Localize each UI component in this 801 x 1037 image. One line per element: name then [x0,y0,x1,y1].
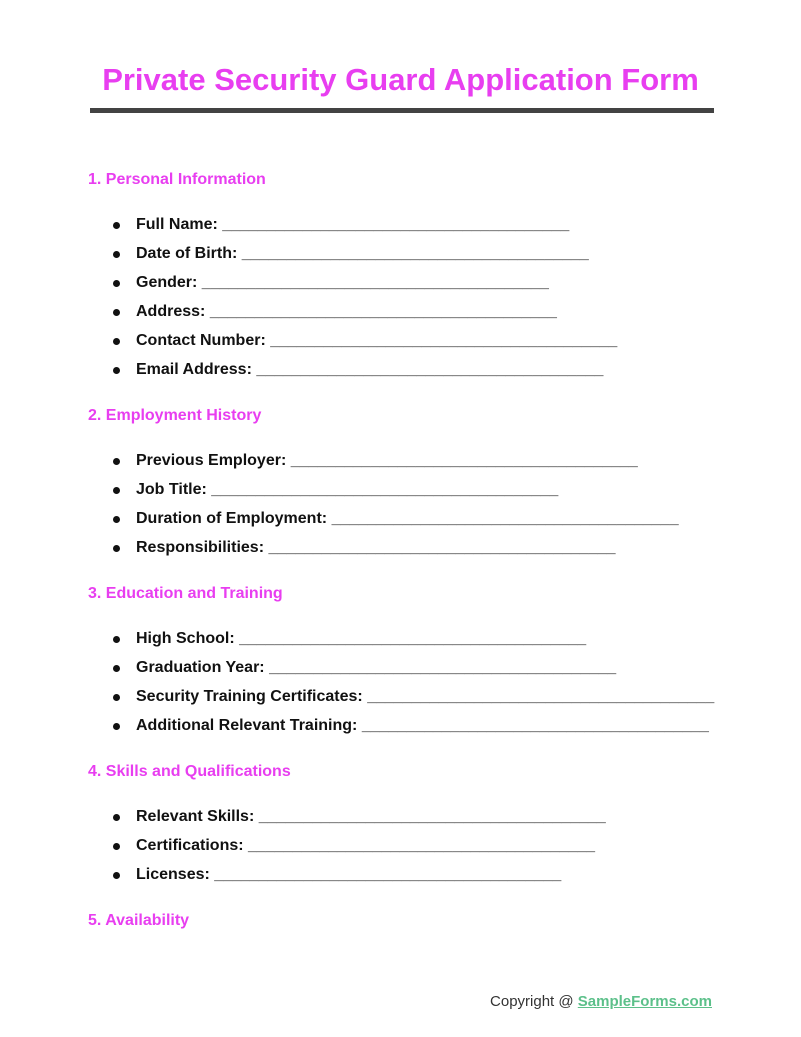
bullet-icon [113,545,120,552]
field-graduation-year[interactable]: Graduation Year: _______________________________________ [88,658,728,687]
blank-line[interactable]: _______________________________________ [269,659,617,676]
field-responsibilities[interactable]: Responsibilities: _______________________________________ [88,538,728,567]
blank-line[interactable]: _______________________________________ [270,332,618,349]
field-duration-of-employment[interactable]: Duration of Employment: _______________________________________ [88,509,728,538]
bullet-icon [113,636,120,643]
section-skills-and-qualifications [88,762,728,894]
field-certifications[interactable]: Certifications: _______________________________________ [88,836,728,865]
blank-line[interactable]: _______________________________________ [361,717,709,734]
bullet-icon [113,251,120,258]
field-previous-employer[interactable]: Previous Employer: _______________________________________ [88,451,728,480]
bullet-icon [113,309,120,316]
field-gender[interactable]: Gender: _______________________________________ [88,273,728,302]
bullet-icon [113,872,120,879]
blank-line[interactable]: _______________________________________ [258,808,606,825]
bullet-icon [113,694,120,701]
form-title: Private Security Guard Application Form [102,62,699,97]
blank-line[interactable]: _______________________________________ [248,837,596,854]
bullet-icon [113,338,120,345]
copyright-prefix: Copyright @ [490,993,578,1010]
title-divider [90,108,714,113]
bullet-icon [113,843,120,850]
section-heading: 5. Availability [88,912,190,929]
blank-line[interactable]: _______________________________________ [367,688,715,705]
section-education-and-training [88,584,728,745]
field-additional-relevant-training[interactable]: Additional Relevant Training: _______________________________________ [88,716,728,745]
section-personal-information [88,170,728,389]
section-heading: 4. Skills and Qualifications [88,763,291,780]
blank-line[interactable]: _______________________________________ [331,510,679,527]
blank-line[interactable]: _______________________________________ [268,539,616,556]
bullet-icon [113,222,120,229]
bullet-icon [113,458,120,465]
section-heading: 2. Employment History [88,407,262,424]
section-heading: 1. Personal Information [88,171,266,188]
field-relevant-skills[interactable]: Relevant Skills: _______________________________________ [88,807,728,836]
field-full-name[interactable]: Full Name: _______________________________________ [88,215,728,244]
blank-line[interactable]: _______________________________________ [256,361,604,378]
bullet-icon [113,814,120,821]
field-address[interactable]: Address: _______________________________________ [88,302,728,331]
bullet-icon [113,280,120,287]
blank-line[interactable]: _______________________________________ [211,481,559,498]
blank-line[interactable]: _______________________________________ [209,303,557,320]
blank-line[interactable]: _______________________________________ [222,216,570,233]
sampleforms-link[interactable]: SampleForms.com [577,993,712,1010]
field-date-of-birth[interactable]: Date of Birth: _______________________________________ [88,244,728,273]
bullet-icon [113,516,120,523]
blank-line[interactable]: _______________________________________ [241,245,589,262]
field-contact-number[interactable]: Contact Number: _______________________________________ [88,331,728,360]
blank-line[interactable]: _______________________________________ [214,866,562,883]
copyright-footer [490,993,712,1010]
form-body [88,170,728,948]
section-employment-history [88,406,728,567]
field-security-training-certificates[interactable]: Security Training Certificates: _______________________________________ [88,687,728,716]
bullet-icon [113,665,120,672]
section-heading: 3. Education and Training [88,585,283,602]
bullet-icon [113,487,120,494]
blank-line[interactable]: _______________________________________ [239,630,587,647]
bullet-icon [113,367,120,374]
field-job-title[interactable]: Job Title: _______________________________________ [88,480,728,509]
section-availability [88,911,728,931]
bullet-icon [113,723,120,730]
field-licenses[interactable]: Licenses: _______________________________________ [88,865,728,894]
field-high-school[interactable]: High School: _______________________________________ [88,629,728,658]
blank-line[interactable]: _______________________________________ [201,274,549,291]
blank-line[interactable]: _______________________________________ [290,452,638,469]
field-email-address[interactable]: Email Address: _______________________________________ [88,360,728,389]
